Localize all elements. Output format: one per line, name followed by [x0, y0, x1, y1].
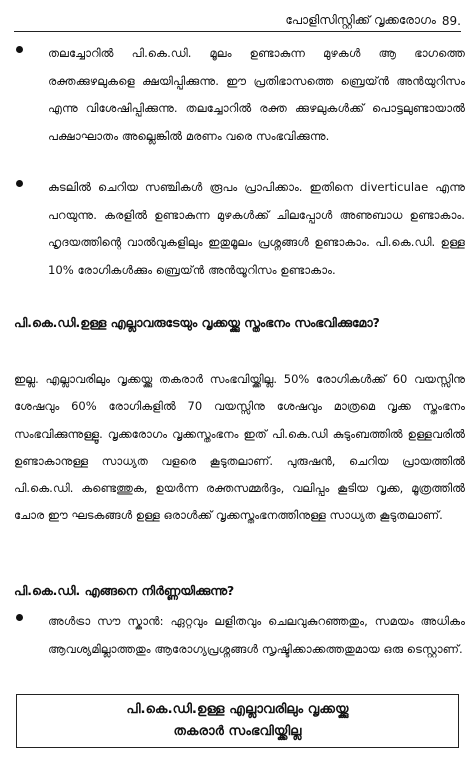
callout-line: തകരാർ സംഭവിയ്ക്കില്ല [173, 724, 302, 739]
list-item [14, 608, 465, 663]
list-item-text: അൾട്രാ സൗ സ്കാൻ: ഏറ്റവും ലളിതവും ചെലവുകുറഞ്ഞതും, സമയം അധികം ആവശ്യമില്ലാത്തതും ആരോഗ്യപ്രശ്നങ്ങൾ സൃഷ്ടിക്കാക്കത്തതുമായ ഒരു ടെസ്റ്റാണ്. [48, 614, 465, 656]
body-paragraph: ഇല്ല. എല്ലാവരിലും വൃക്കയ്ക്കു തകരാർ സംഭവിയ്ക്കില്ല. 50% രോഗികൾക്ക് 60 വയസ്സിനു ശേഷവും 60% രോഗികളിൽ 70 വയസ്സിനു ശേഷവും മാത്രമെ വൃക്ക സ്തംഭനം സംഭവിക്കുന്നുള്ളൂ. വൃക്കരോഗം വൃക്കസ്തംഭനം ഇത് പി.കെ.ഡി കുടുംബത്തിൽ ഉള്ളവരിൽ ഉണ്ടാകാനുള്ള സാധ്യത വളരെ കൂടുതലാണ്. പുരുഷൻ, ചെറിയ പ്രായത്തിൽ പി.കെ.ഡി. കണ്ടെത്തുക, ഉയർന്ന രക്തസമ്മർദ്ദം, വലിപ്പം കൂടിയ വൃക്ക, മൂത്രത്തിൽ ചോര ഈ ഘടകങ്ങൾ ഉള്ള ഒരാൾക്ക് വൃക്കസ്തംഭനത്തിനുള്ള സാധ്യത കൂടുതലാണ്. [14, 372, 465, 523]
list-item-text: കുടലിൽ ചെറിയ സഞ്ചികൾ രൂപം പ്രാപിക്കാം. ഇതിനെ diverticulae എന്നു പറയുന്നു. കരളിൽ ഉണ്ടാകുന്ന മുഴകൾക്ക് ചിലപ്പോൾ അണുബാധ ഉണ്ടാകാം. ഹൃദയത്തിന്റെ വാൽവുകളിലും ഇതുമൂലം പ്രശ്നങ്ങൾ ഉണ്ടാകാം. പി.കെ.ഡി. ഉള്ള 10% രോഗികൾക്കും ബ്രെയ്ൻ അൻയൂറിസം ഉണ്ടാകാം. [48, 180, 466, 277]
list-item [14, 40, 465, 150]
bullet-icon [16, 46, 23, 53]
section-heading: പി.കെ.ഡി.ഉള്ള എല്ലാവരുടേയും വൃക്കയ്ക്കു സ്തംഭനം സംഭവിക്കുമോ? [14, 315, 380, 330]
page-number: 89. [441, 14, 461, 28]
header-title: പോളിസിസ്റ്റിക്ക് വൃക്കരോഗം [285, 13, 436, 27]
callout-line: പി.കെ.ഡി.ഉള്ള എല്ലാവരിലും വൃക്കയ്ക്കു [126, 702, 349, 717]
callout-box [16, 694, 459, 748]
list-item [14, 174, 465, 284]
bullet-icon [16, 614, 23, 621]
running-header [14, 8, 461, 32]
section-heading: പി.കെ.ഡി. എങ്ങനെ നിർണ്ണയിക്കുന്നു? [14, 583, 235, 598]
list-item-text: തലച്ചോറിൽ പി.കെ.ഡി. മൂലം ഉണ്ടാകുന്ന മുഴകൾ ആ ഭാഗത്തെ രക്തക്കുഴലുകളെ ക്ഷയിപ്പിക്കുന്നു. ഈ പ്രതിഭാസത്തെ ബ്രെയ്ൻ അൻയുറിസം എന്നു വിശേഷിപ്പിക്കുന്നു. തലച്ചോറിൽ രക്ത ക്കുഴലുകൾക്ക് പൊട്ടലുണ്ടായാൽ പക്ഷാഘാതം അല്ലെങ്കിൽ മരണം വരെ സംഭവിക്കുന്നു. [48, 46, 465, 143]
bullet-icon [16, 180, 23, 187]
